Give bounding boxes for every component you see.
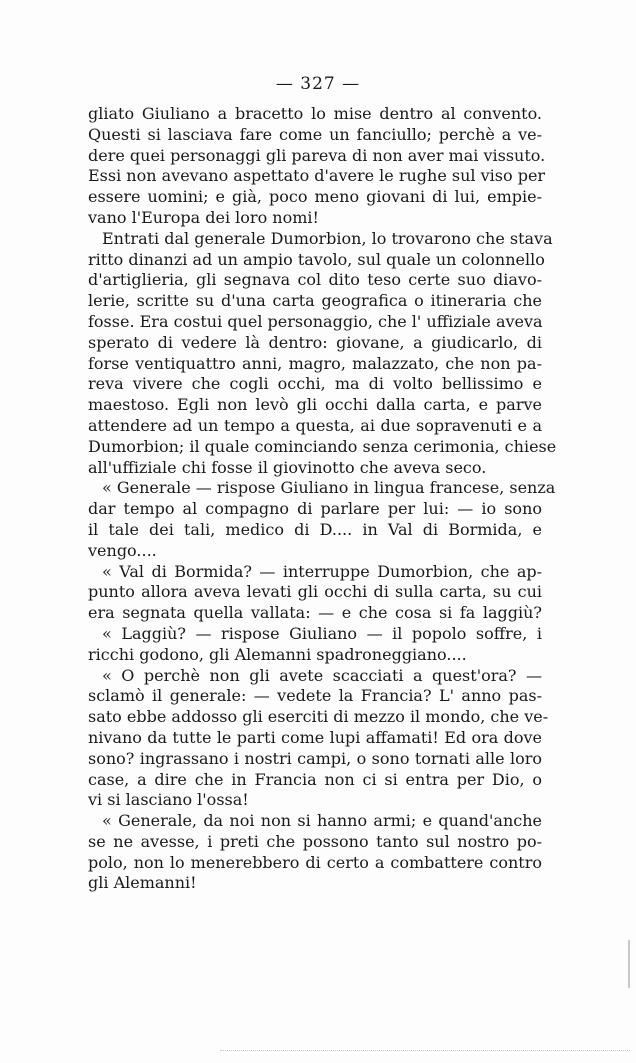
text-line: se ne avesse, i preti che possono tanto sul nostro po- — [88, 831, 542, 851]
text-line: punto allora aveva levati gli occhi di sulla carta, su cui — [88, 582, 542, 602]
text-line: ricchi godono, gli Alemanni spadroneggiano.... — [88, 644, 467, 664]
text-line: sclamò il generale: — vedete la Francia? L' anno pas- — [88, 686, 542, 706]
text-line: vano l'Europa dei loro nomi! — [88, 207, 319, 227]
text-line: lerie, scritte su d'una carta geografica o itineraria che — [88, 291, 542, 311]
text-line: gli Alemanni! — [88, 873, 197, 893]
text-line: attendere ad un tempo a questa, ai due sopravenuti e a — [88, 415, 542, 435]
text-line: fosse. Era costui quel personaggio, che l' uffiziale aveva — [88, 311, 543, 331]
text-line: dere quei personaggi gli pareva di non aver mai vissuto. — [88, 145, 546, 165]
text-line: Questi si lasciava fare come un fanciullo; perchè a ve- — [88, 124, 542, 144]
text-line: « Generale, da noi non si hanno armi; e quand'anche — [102, 811, 542, 831]
text-line: « Generale — rispose Giuliano in lingua francese, senza — [102, 478, 556, 498]
text-line: dar tempo al compagno di parlare per lui: — io sono — [88, 499, 542, 519]
text-line: case, a dire che in Francia non ci si entra per Dio, o — [88, 769, 542, 789]
text-line: vi si lasciano l'ossa! — [88, 790, 249, 810]
text-line: all'uffiziale chi fosse il giovinotto che aveva seco. — [88, 457, 487, 477]
text-line: Dumorbion; il quale cominciando senza cerimonia, chiese — [88, 436, 557, 456]
text-line: essere uomini; e già, poco meno giovani di lui, empie- — [88, 187, 542, 207]
text-line: d'artiglieria, gli segnava col dito teso certe suo diavo- — [88, 270, 542, 290]
text-line: ritto dinanzi ad un ampio tavolo, sul quale un colonnello — [88, 249, 545, 269]
text-line: era segnata quella vallata: — e che cosa si fa laggiù? — [88, 603, 542, 623]
text-line: Essi non avevano aspettato d'avere le rughe sul viso per — [88, 166, 546, 186]
text-line: « Val di Bormida? — interruppe Dumorbion, che ap- — [102, 561, 542, 581]
text-line: sato ebbe addosso gli eserciti di mezzo il mondo, che ve- — [88, 707, 549, 727]
text-line: « O perchè non gli avete scacciati a quest'ora? — — [102, 665, 542, 685]
text-line: forse ventiquattro anni, magro, malazzato, che non pa- — [88, 353, 542, 373]
text-line: reva vivere che cogli occhi, ma di volto bellissimo e — [88, 374, 542, 394]
text-line: il tale dei tali, medico di D.... in Val di Bormida, e — [88, 519, 542, 539]
scan-noise-divider — [220, 1050, 630, 1057]
scan-edge-mark — [628, 940, 630, 988]
text-line: polo, non lo menerebbero di certo a combattere contro — [88, 852, 542, 872]
text-line: maestoso. Egli non levò gli occhi dalla carta, e parve — [88, 395, 542, 415]
text-line: « Laggiù? — rispose Giuliano — il popolo soffre, i — [102, 623, 542, 643]
page-number: — 327 — — [275, 74, 361, 94]
text-line: gliato Giuliano a bracetto lo mise dentro al convento. — [88, 104, 542, 123]
text-line: sperato di vedere là dentro: giovane, a giudicarlo, di — [88, 332, 542, 352]
text-line: nivano da tutte le parti come lupi affamati! Ed ora dove — [88, 727, 542, 747]
text-line: sono? ingrassano i nostri campi, o sono tornati alle loro — [88, 748, 542, 768]
text-line: vengo.... — [88, 540, 157, 560]
body-text — [88, 104, 557, 894]
text-line: Entrati dal generale Dumorbion, lo trovarono che stava — [102, 228, 553, 248]
